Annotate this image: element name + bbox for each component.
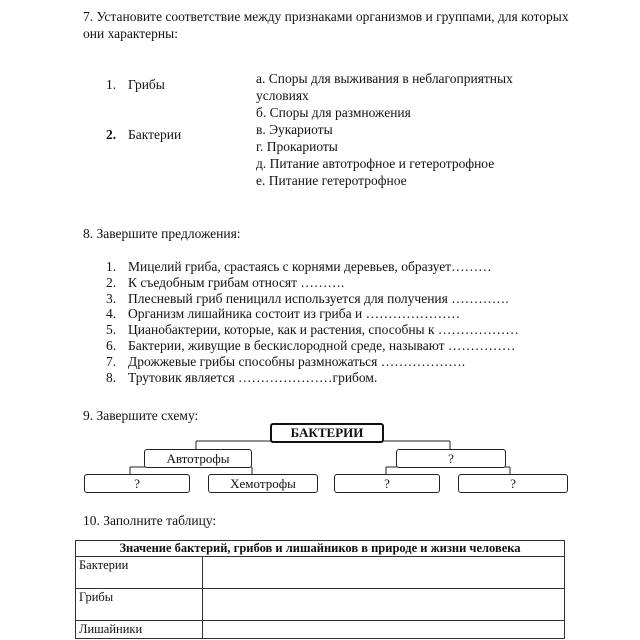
sentence-number: 4. [106, 306, 117, 322]
scheme-rl-box: ? [334, 474, 440, 493]
sentence-number: 8. [106, 369, 117, 385]
match-group-number: 2. [106, 127, 117, 142]
table-row-label: Лишайники [76, 621, 203, 639]
scheme-root-box: БАКТЕРИИ [270, 423, 384, 443]
sentence-number: 6. [106, 337, 117, 353]
scheme-right-box: ? [396, 449, 506, 468]
feature-item: а. Споры для выживания в неблагоприятных условиях [256, 71, 513, 103]
sentence-text: Организм лишайника состоит из гриба и ………………… [128, 306, 461, 322]
table-answer-cell[interactable] [203, 621, 565, 639]
table-row [76, 557, 565, 589]
feature-item: д. Питание автотрофное и гетеротрофное [256, 156, 495, 171]
sentence-text: К съедобным грибам относят ………. [128, 274, 345, 290]
sentence-text: Бактерии, живущие в бескислородной среде, называют …………… [128, 337, 516, 353]
sentence-text: Мицелий гриба, срастаясь с корнями деревьев, образует……… [128, 259, 492, 274]
sentence-text: Трутовик является …………………грибом. [128, 369, 378, 385]
sentence-text: Плесневый гриб пеницилл используется для получения …………. [128, 290, 509, 306]
sentence-text: Дрожжевые грибы способны размножаться ………………. [128, 353, 466, 369]
q9-title: 9. Завершите схему: [83, 408, 199, 423]
feature-item: б. Споры для размножения [256, 105, 411, 120]
scheme-ll-box: ? [84, 474, 190, 493]
table-row-label: Бактерии [76, 557, 203, 589]
table-answer-cell[interactable] [203, 589, 565, 621]
sentence-number: 2. [106, 274, 117, 290]
sentence-number: 3. [106, 290, 117, 306]
q7-title: 7. Установите соответствие между признаками организмов и группами, для которых они характерны: [83, 9, 569, 41]
match-group-number: 1. [106, 77, 117, 92]
q8-title: 8. Завершите предложения: [83, 226, 241, 241]
table-row-label: Грибы [76, 589, 203, 621]
sentence-number: 5. [106, 322, 117, 338]
scheme-rr-box: ? [458, 474, 568, 493]
fill-table [75, 540, 565, 639]
feature-item: е. Питание гетеротрофное [256, 173, 407, 188]
table-answer-cell[interactable] [203, 557, 565, 589]
sentence-number: 1. [106, 259, 117, 274]
scheme-lr-box: Хемотрофы [208, 474, 318, 493]
table-row [76, 621, 565, 639]
match-group-label: Бактерии [128, 127, 182, 142]
table-row [76, 589, 565, 621]
table-header: Значение бактерий, грибов и лишайников в природе и жизни человека [76, 541, 565, 557]
feature-item: г. Прокариоты [256, 139, 338, 154]
feature-item: в. Эукариоты [256, 122, 333, 137]
q10-title: 10. Заполните таблицу: [83, 513, 217, 528]
sentence-number: 7. [106, 353, 117, 369]
scheme-left-box: Автотрофы [144, 449, 252, 468]
match-group-label: Грибы [128, 77, 165, 92]
sentence-text: Цианобактерии, которые, как и растения, способны к ……………… [128, 322, 519, 338]
